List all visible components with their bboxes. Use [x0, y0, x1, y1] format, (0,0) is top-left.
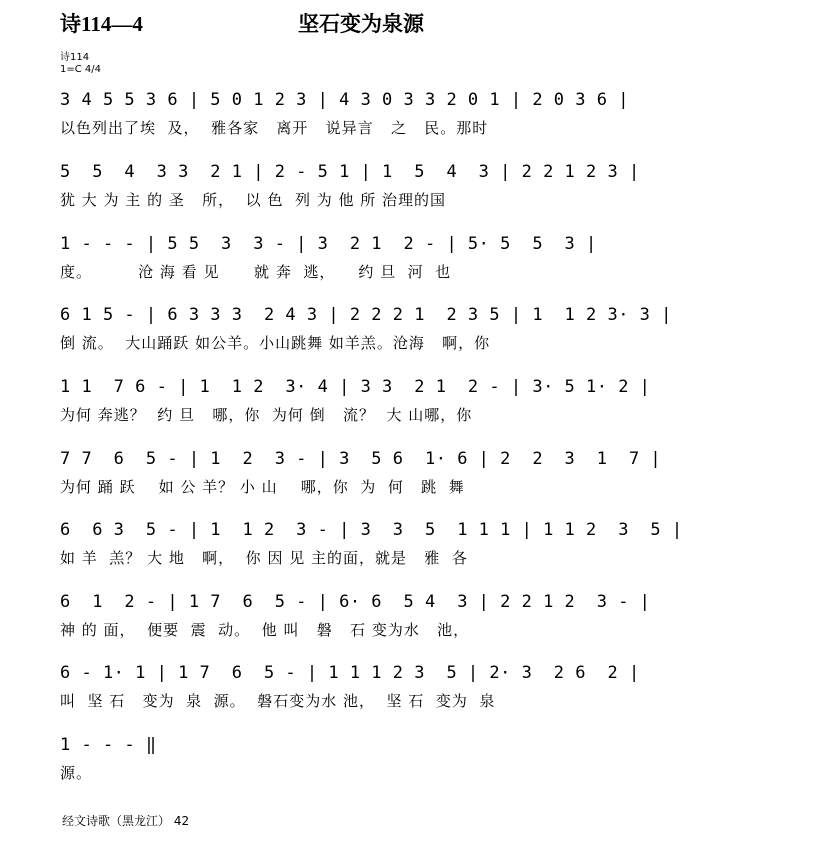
- notation-line: 1 1 7 6 - | 1 1 2 3· 4 | 3 3 2 1 2 - | 3· 5 1· 2 |: [60, 377, 651, 397]
- hymn-number: 诗114—4: [60, 12, 143, 36]
- notation-line: 1 - - - | 5 5 3 3 - | 3 2 1 2 - | 5· 5 5 3 |: [60, 234, 597, 254]
- notation-line: 6 6 3 5 - | 1 1 2 3 - | 3 3 5 1 1 1 | 1 1 2 3 5 |: [60, 520, 683, 540]
- notation-line: 7 7 6 5 - | 1 2 3 - | 3 5 6 1· 6 | 2 2 3 1 7 |: [60, 449, 662, 469]
- score-system: [0, 303, 815, 363]
- song-code: 诗114: [60, 52, 90, 63]
- notation-line: 6 1 2 - | 1 7 6 5 - | 6· 6 5 4 3 | 2 2 1 2 3 - |: [60, 592, 651, 612]
- lyrics-line: 为何 奔逃？ 约 旦 哪，你 为何 倒 流？ 大 山哪，你: [60, 406, 473, 424]
- notation-line: 6 - 1· 1 | 1 7 6 5 - | 1 1 1 2 3 5 | 2· 3 2 6 2 |: [60, 663, 640, 683]
- score-system: [0, 733, 815, 793]
- lyrics-line: 倒 流。 大山踊跃 如公羊。小山跳舞 如羊羔。沧海 啊，你: [60, 334, 491, 352]
- notation-line: 6 1 5 - | 6 3 3 3 2 4 3 | 2 2 2 1 2 3 5 | 1 1 2 3· 3 |: [60, 305, 672, 325]
- notation-line: 3 4 5 5 3 6 | 5 0 1 2 3 | 4 3 0 3 3 2 0 1 | 2 0 3 6 |: [60, 90, 629, 110]
- score-system: [0, 447, 815, 507]
- footer-source: 经文诗歌（黑龙江） 42: [62, 814, 190, 828]
- lyrics-line: 神 的 面， 便要 震 动。 他 叫 磐 石 变为水 池，: [60, 621, 470, 639]
- lyrics-line: 叫 坚 石 变为 泉 源。 磐石变为水 池， 坚 石 变为 泉: [60, 692, 496, 710]
- notation-line: 5 5 4 3 3 2 1 | 2 - 5 1 | 1 5 4 3 | 2 2 1 2 3 |: [60, 162, 640, 182]
- lyrics-line: 以色列出了埃 及， 雅各家 离开 说异言 之 民。那时: [60, 119, 489, 137]
- lyrics-line: 为何 踊 跃 如 公 羊？ 小 山 哪，你 为 何 跳 舞: [60, 478, 465, 496]
- lyrics-line: 如 羊 羔？ 大 地 啊， 你 因 见 主的面，就是 雅 各: [60, 549, 468, 567]
- song-title: 坚石变为泉源: [298, 12, 424, 36]
- score-system: [0, 590, 815, 650]
- score-system: [0, 232, 815, 292]
- score-system: [0, 518, 815, 578]
- key-signature: 1=C 4/4: [60, 64, 101, 75]
- score-system: [0, 375, 815, 435]
- lyrics-line: 源。: [60, 764, 93, 782]
- score-system: [0, 661, 815, 721]
- lyrics-line: 度。 沧 海 看 见 就 奔 逃， 约 旦 河 也: [60, 263, 452, 281]
- notation-line: 1 - - - ‖: [60, 735, 157, 755]
- score-system: [0, 88, 815, 148]
- lyrics-line: 犹 大 为 主 的 圣 所， 以 色 列 为 他 所 治理的国: [60, 191, 447, 209]
- score-system: [0, 160, 815, 220]
